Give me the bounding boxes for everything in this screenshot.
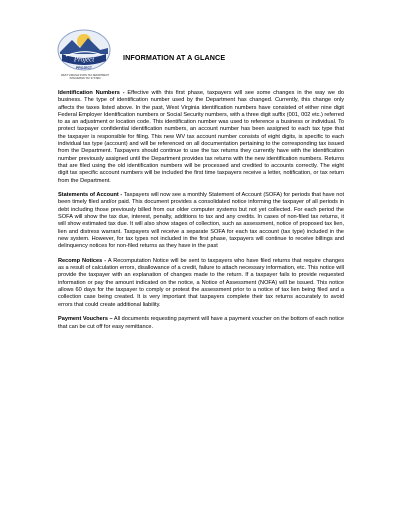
section-statements-of-account [58, 192, 344, 250]
section-body: Effective with this first phase, taxpayers will see some changes in the way we do business. The type of identification number used by the Department has changed. Currently, this change only affects the taxes listed above. In the past, West Virginia identification numbers have consisted of either nine digit Federal Employer Identification numbers or Social Security numbers, with a three digit suffix (001, 002 etc.) referred to as an adjustment or location code. This identification number was used to reference a business or individual. To protect taxpayer confidential identification numbers, an account number has been assigned to each tax type that the taxpayer is responsible for filing. This new WV tax account number consists of eight digits, is specific to each individual tax type (account) and will be referenced on all documentation pertaining to the corresponding tax issued from the Department. Taxpayers should continue to use the tax returns they currently have with the identification number previously assigned until the Department provides tax returns with the new identification numbers. Returns that are filed using the old identification numbers will be processed and credited to accounts correctly. The eight digit tax specific account numbers will be included the first time taxpayers receive a letter, notification, or tax return from the Department. [58, 90, 344, 184]
logo-tagline: WEST VIRGINIA STATE TAX DEPARTMENT INTEGRATED TAX SYSTEM [61, 74, 109, 80]
section-heading: Statements of Account - [58, 192, 123, 199]
section-body: A Recomputation Notice will be sent to taxpayers who have filed returns that require changes as a result of calculation errors, disallowance of a credit, failure to attach necessary information, etc. This notice will provide the taxpayer with an explanation of changes made to the return. If a taxpayer fails to provide requested information or pay the amount indicated on the notice, a Notice of Assessment (NOFA) will be issued. This notice allows 60 days for the taxpayer to comply or protest the assessment prior to a notice of tax lien being filed and a collection case being created. It is very important that taxpayers complete their tax returns accurately to avoid errors that could create additional liability. [58, 257, 345, 308]
section-body: All documents requesting payment will have a payment voucher on the bottom of each notice that can be cut off for easy remittance. [58, 316, 344, 330]
section-body: Taxpayers will now see a monthly Statement of Account (SOFA) for periods that have not been timely filed and/or paid. This document provides a consolidated notice informing the taxpayer of all periods in debt including those previously billed from our older computer systems but not yet collected. For each period the SOFA will show the tax due, interest, penalty, additions to tax and any credits. In cases of non-filed tax returns, it will show estimated tax due. It will also show stages of collection, such as assessment, notice of proposed tax lien, lien and distress warrant. Taxpayers will receive a separate SOFA for each tax account (tax type) included in the new system. However, for tax types not included in the first phase, taxpayers will continue to receive billings and delinquency notices for non-filed returns as they have in the past [58, 192, 345, 250]
page-title: INFORMATION AT A GLANCE [123, 53, 226, 62]
section-payment-vouchers [58, 316, 344, 331]
logo-emblem-icon [56, 28, 112, 76]
section-heading: Recomp Notices - [58, 257, 107, 264]
logo-wordmark: Project [73, 55, 95, 64]
section-heading: Identification Numbers - [58, 90, 125, 96]
section-recomp-notices [58, 258, 344, 309]
section-heading: Payment Vouchers – [58, 316, 113, 323]
document-body [58, 90, 344, 338]
project-logo [56, 28, 112, 76]
section-identification-numbers [58, 90, 344, 185]
logo-subword: PROJECT [75, 66, 93, 70]
